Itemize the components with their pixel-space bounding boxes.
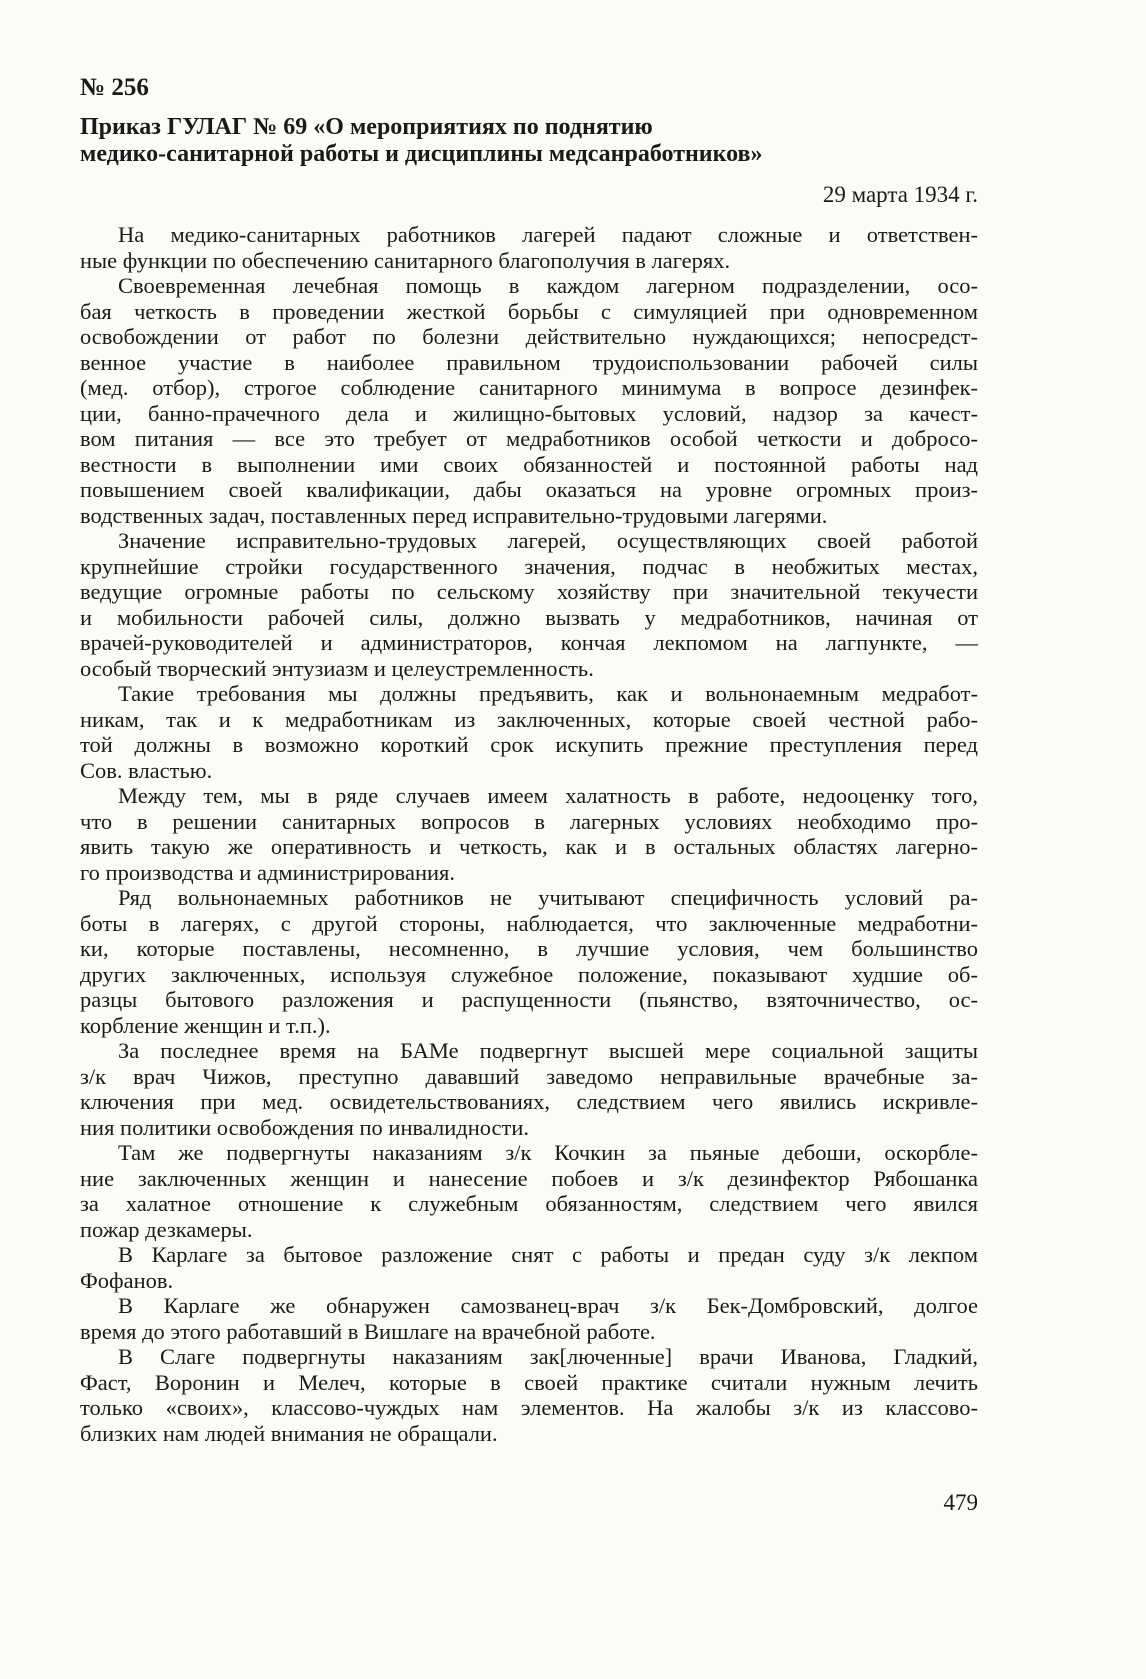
text-line: никам, так и к медработникам из заключенных, которые своей честной рабо- bbox=[80, 706, 978, 732]
document-body bbox=[80, 222, 978, 1446]
text-line: корбление женщин и т.п.). bbox=[80, 1012, 331, 1038]
paragraph bbox=[80, 1344, 978, 1446]
text-line: освобождении от работ по болезни действительно нуждающихся; непосредст- bbox=[80, 324, 978, 349]
text-line: Сов. властью. bbox=[80, 757, 213, 783]
text-line: за халатное отношение к служебным обязанностям, следствием чего явился bbox=[80, 1191, 978, 1216]
document-date: 29 марта 1934 г. bbox=[822, 182, 978, 207]
paragraph bbox=[80, 528, 978, 681]
paragraph bbox=[80, 885, 978, 1038]
text-line: врачей-руководителей и администраторов, кончая лекпомом на лагпункте, — bbox=[80, 630, 978, 655]
text-line: В Слаге подвергнуты наказаниям зак[люченные] врачи Иванова, Гладкий, bbox=[118, 1344, 978, 1369]
text-line: Своевременная лечебная помощь в каждом лагерном подразделении, осо- bbox=[118, 273, 978, 298]
text-line: Значение исправительно-трудовых лагерей, осуществляющих своей работой bbox=[118, 528, 978, 553]
text-line: з/к врач Чижов, преступно дававший заведомо неправильные врачебные за- bbox=[80, 1063, 978, 1089]
paragraph bbox=[80, 1293, 978, 1344]
text-line: особый творческий энтузиазм и целеустремленность. bbox=[80, 655, 594, 681]
text-line: разцы бытового разложения и распущенности (пьянство, взяточничество, ос- bbox=[80, 987, 978, 1012]
text-line: Там же подвергнуты наказаниям з/к Кочкин за пьяные дебоши, оскорбле- bbox=[118, 1140, 978, 1165]
text-line: Такие требования мы должны предъявить, как и вольнонаемным медработ- bbox=[118, 681, 978, 706]
paragraph bbox=[80, 222, 978, 273]
text-line: ции, банно-прачечного дела и жилищно-бытовых условий, надзор за качест- bbox=[80, 400, 978, 426]
paragraph bbox=[80, 1038, 978, 1140]
text-line: Между тем, мы в ряде случаев имеем халатность в работе, недооценку того, bbox=[118, 783, 978, 808]
text-line: венное участие в наиболее правильном трудоиспользовании рабочей силы bbox=[80, 349, 978, 375]
paragraph bbox=[80, 783, 978, 885]
text-line: Фофанов. bbox=[80, 1267, 174, 1293]
text-line: ки, которые поставлены, несомненно, в лучшие условия, чем большинство bbox=[80, 936, 978, 961]
text-line: За последнее время на БАМе подвергнут высшей мере социальной защиты bbox=[118, 1038, 978, 1063]
text-line: ния политики освобождения по инвалидности. bbox=[80, 1114, 530, 1140]
text-line: только «своих», классово-чуждых нам элементов. На жалобы з/к из классово- bbox=[80, 1395, 978, 1420]
text-line: крупнейшие стройки государственного значения, подчас в необжитых местах, bbox=[80, 553, 978, 579]
text-line: ние заключенных женщин и нанесение побоев и з/к дезинфектор Рябошанка bbox=[80, 1165, 978, 1191]
text-line: время до этого работавший в Вишлаге на врачебной работе. bbox=[80, 1318, 656, 1344]
paragraph bbox=[80, 1242, 978, 1293]
text-line: ведущие огромные работы по сельскому хозяйству при значительной текучести bbox=[80, 579, 978, 604]
title-line: медико-санитарной работы и дисциплины медсанработников» bbox=[80, 141, 763, 167]
text-line: (мед. отбор), строгое соблюдение санитарного минимума в вопросе дезинфек- bbox=[80, 375, 978, 400]
text-line: пожар дезкамеры. bbox=[80, 1216, 253, 1242]
text-line: На медико-санитарных работников лагерей падают сложные и ответствен- bbox=[118, 222, 978, 247]
paragraph bbox=[80, 1140, 978, 1242]
paragraph bbox=[80, 273, 978, 528]
title-line: Приказ ГУЛАГ № 69 «О мероприятиях по поднятию bbox=[80, 114, 653, 140]
page-number: 479 bbox=[943, 1490, 978, 1515]
text-line: что в решении санитарных вопросов в лагерных условиях необходимо про- bbox=[80, 808, 978, 834]
text-line: близких нам людей внимания не обращали. bbox=[80, 1420, 498, 1446]
text-line: других заключенных, используя служебное положение, показывают худшие об- bbox=[80, 961, 978, 987]
text-line: вестности в выполнении ими своих обязанностей и постоянной работы над bbox=[80, 451, 978, 477]
text-line: повышением своей квалификации, дабы оказаться на уровне огромных произ- bbox=[80, 477, 978, 502]
text-line: Фаст, Воронин и Мелеч, которые в своей практике считали нужным лечить bbox=[80, 1369, 978, 1395]
text-line: боты в лагерях, с другой стороны, наблюдается, что заключенные медработни- bbox=[80, 910, 978, 936]
text-line: вом питания — все это требует от медработников особой четкости и добросо- bbox=[80, 426, 978, 451]
text-line: и мобильности рабочей силы, должно вызвать у медработников, начиная от bbox=[80, 604, 978, 630]
text-line: бая четкость в проведении жесткой борьбы с симуляцией при одновременном bbox=[80, 298, 978, 324]
text-line: той должны в возможно короткий срок искупить прежние преступления перед bbox=[80, 732, 978, 757]
paragraph bbox=[80, 681, 978, 783]
text-line: Ряд вольнонаемных работников не учитывают специфичность условий ра- bbox=[118, 885, 978, 910]
text-line: ключения при мед. освидетельствованиях, следствием чего явились искривле- bbox=[80, 1089, 978, 1114]
text-line: В Карлаге за бытовое разложение снят с работы и предан суду з/к лекпом bbox=[118, 1242, 978, 1267]
text-line: го производства и администрирования. bbox=[80, 859, 456, 885]
text-line: явить такую же оперативность и четкость, как и в остальных областях лагерно- bbox=[80, 834, 978, 859]
document-number: № 256 bbox=[80, 74, 149, 101]
text-line: водственных задач, поставленных перед исправительно-трудовыми лагерями. bbox=[80, 502, 828, 528]
document-title bbox=[80, 114, 763, 168]
text-line: ные функции по обеспечению санитарного благополучия в лагерях. bbox=[80, 247, 731, 273]
text-line: В Карлаге же обнаружен самозванец-врач з/к Бек-Домбровский, долгое bbox=[118, 1293, 978, 1318]
